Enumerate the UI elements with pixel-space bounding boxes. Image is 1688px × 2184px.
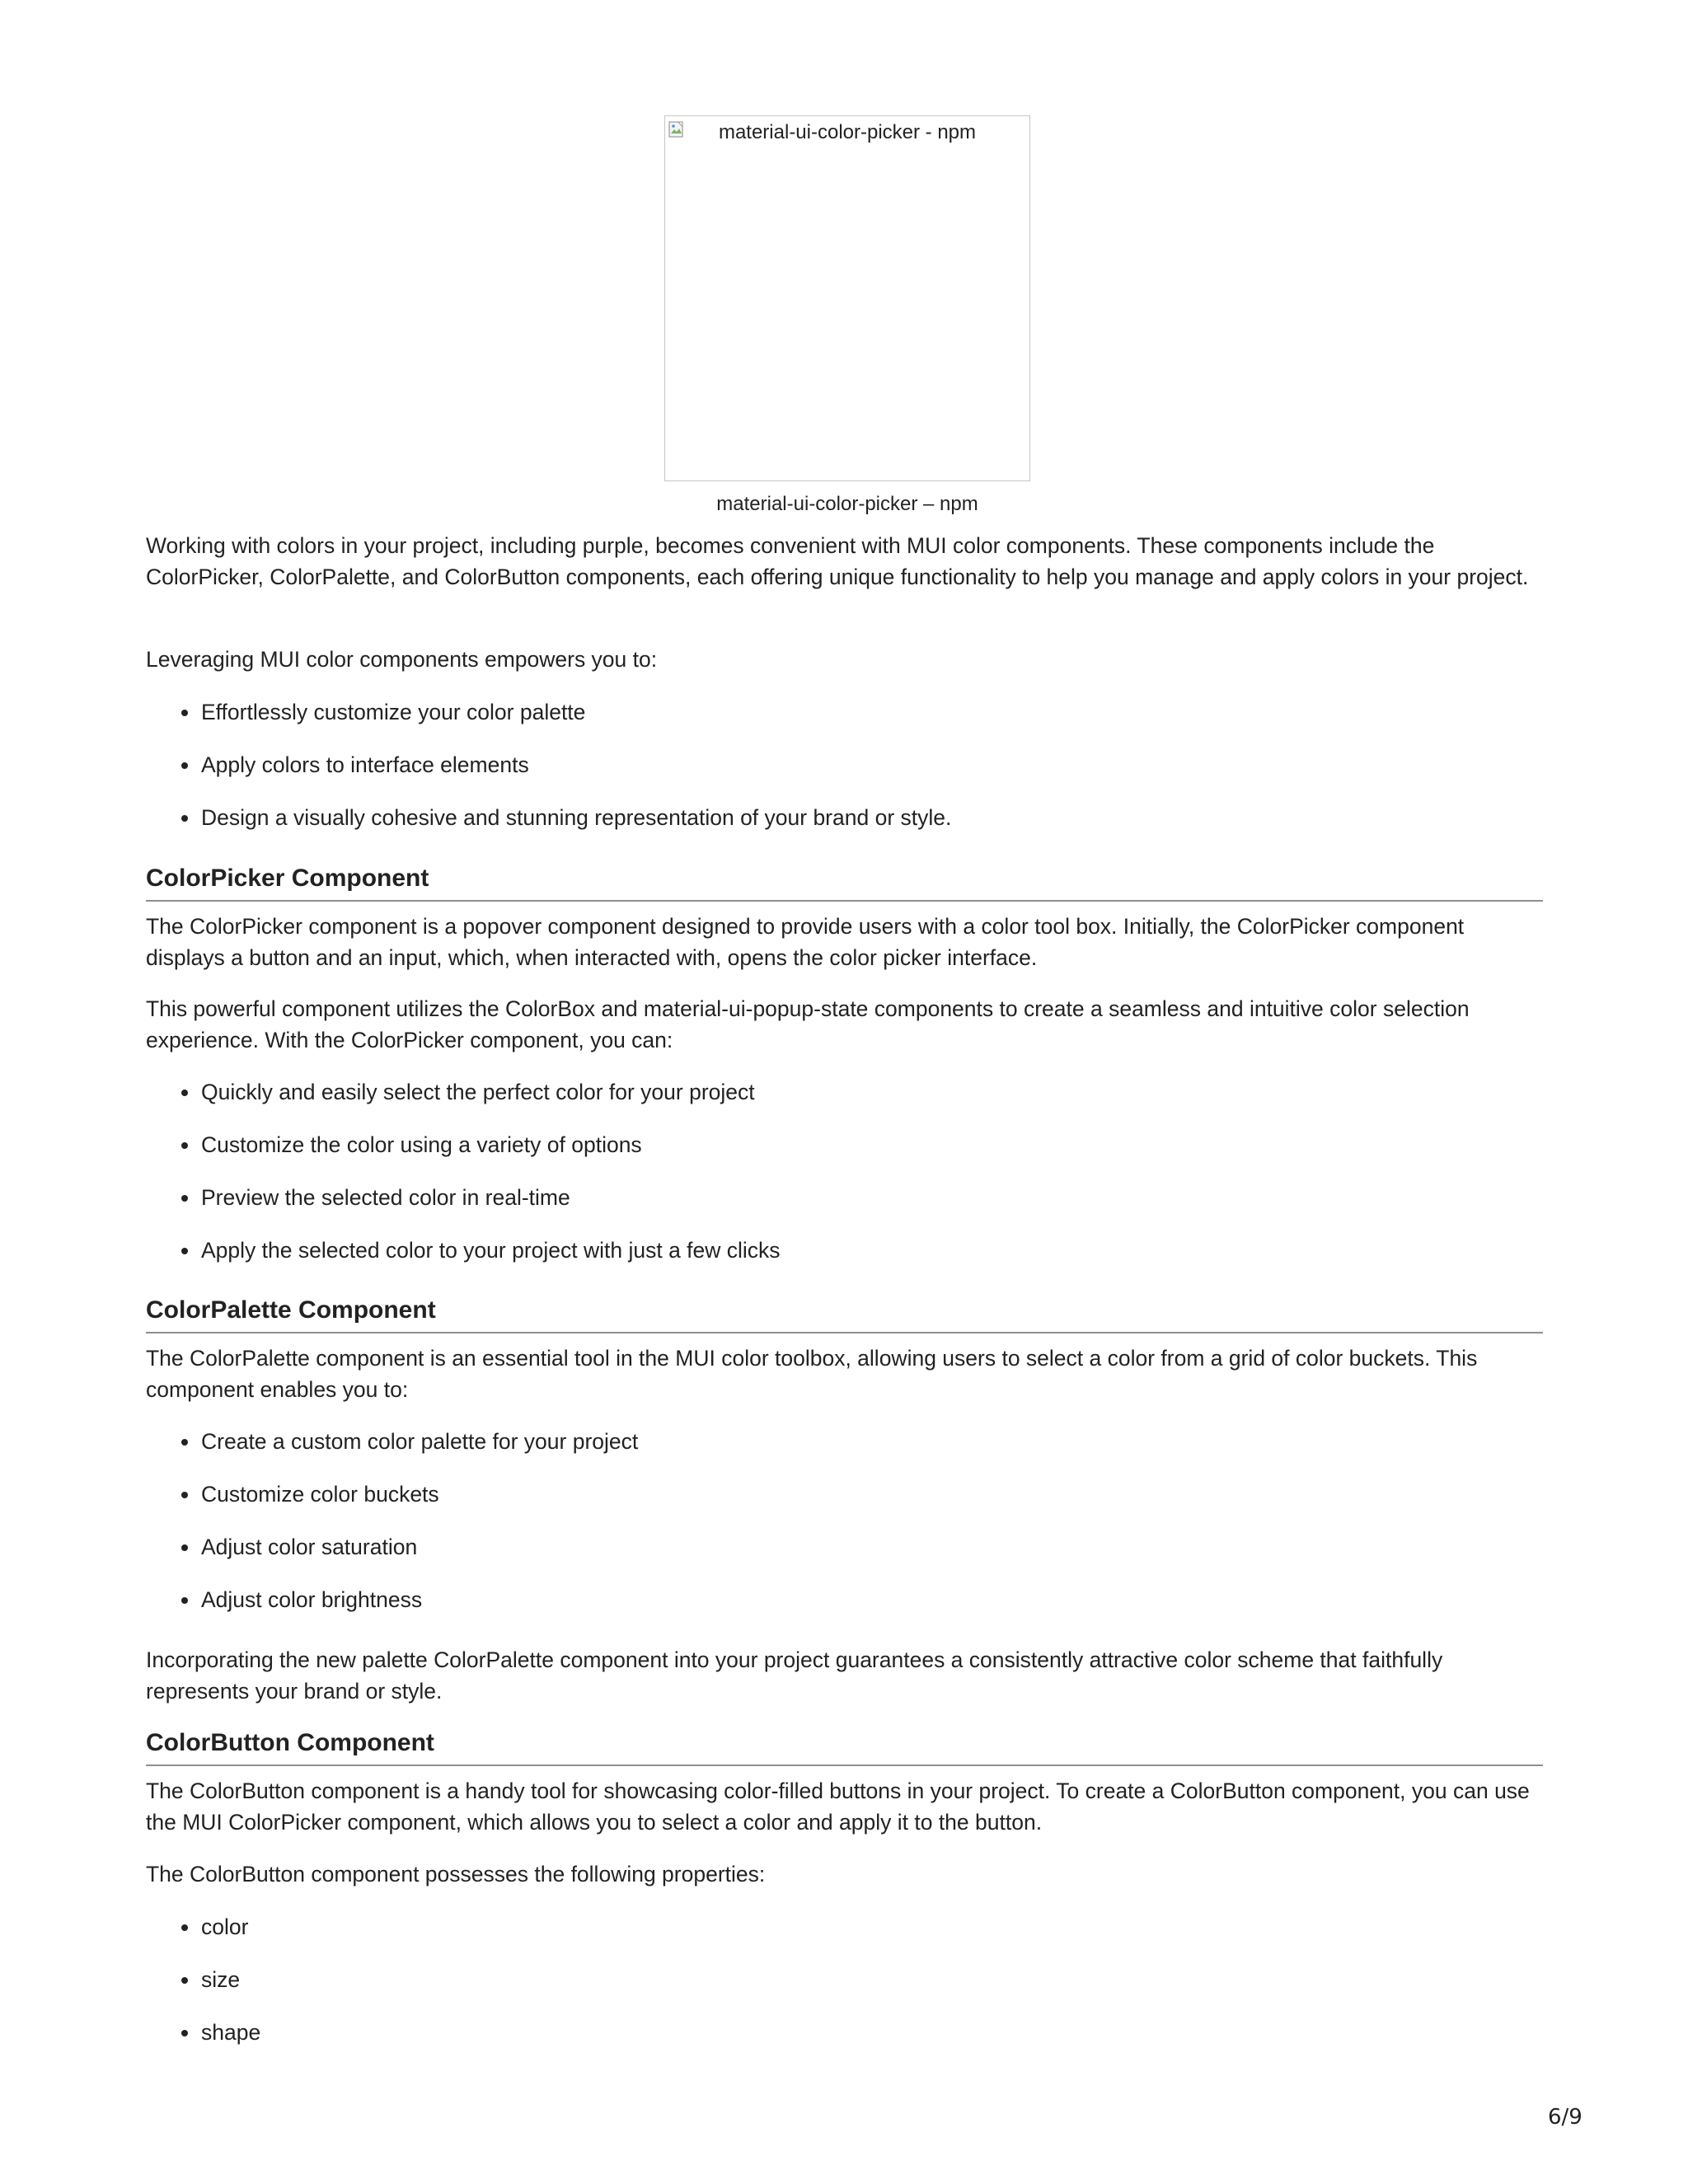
intro-paragraph-1-block	[146, 530, 1543, 593]
list-item: Design a visually cohesive and stunning representation of your brand or style.	[146, 802, 1543, 855]
colorbutton-bullet-list	[146, 1911, 1543, 2069]
bullet-icon	[181, 1195, 188, 1202]
list-item: shape	[146, 2017, 1543, 2069]
colorpalette-paragraph-2-block	[146, 1644, 1543, 1707]
bullet-icon	[181, 1248, 188, 1254]
colorpalette-paragraph-2: Incorporating the new palette ColorPalette component into your project guarantees a consistently attractive color scheme that faithfully represents your brand or style.	[146, 1647, 1443, 1704]
colorpicker-paragraph-1-block	[146, 911, 1543, 973]
list-item: Apply the selected color to your project with just a few clicks	[146, 1235, 1543, 1287]
intro-paragraph-1: Working with colors in your project, including purple, becomes convenient with MUI color components. These components include the ColorPicker, ColorPalette, and ColorButton components, each offering unique functionality to help you manage and apply colors in your project.	[146, 533, 1529, 589]
list-item: Adjust color saturation	[146, 1531, 1543, 1584]
list-item: Create a custom color palette for your project	[146, 1426, 1543, 1479]
bullet-icon	[181, 762, 188, 769]
figure-image-placeholder	[664, 115, 1030, 481]
colorpicker-paragraph-2: This powerful component utilizes the ColorBox and material-ui-popup-state components to create a seamless and intuitive color selection experience. With the ColorPicker component, you can:	[146, 996, 1470, 1052]
bullet-icon	[181, 815, 188, 822]
bullet-icon	[181, 1597, 188, 1604]
colorpalette-paragraph-1-block	[146, 1343, 1543, 1405]
list-item: Apply colors to interface elements	[146, 749, 1543, 802]
colorpalette-heading-block	[146, 1294, 1543, 1333]
intro-paragraph-2-block	[146, 644, 1543, 675]
bullet-icon	[181, 1544, 188, 1551]
list-item: Quickly and easily select the perfect color for your project	[146, 1076, 1543, 1129]
bullet-icon	[181, 1090, 188, 1096]
list-item: Customize the color using a variety of options	[146, 1129, 1543, 1182]
colorpalette-bullet-list	[146, 1426, 1543, 1637]
colorbutton-heading-block	[146, 1727, 1543, 1766]
bullet-icon	[181, 1439, 188, 1446]
colorbutton-paragraph-2: The ColorButton component possesses the following properties:	[146, 1862, 766, 1886]
colorpalette-paragraph-1: The ColorPalette component is an essential tool in the MUI color toolbox, allowing users to select a color from a grid of color buckets. This component enables you to:	[146, 1346, 1478, 1402]
bullet-icon	[181, 1142, 188, 1149]
bullet-icon	[181, 2030, 188, 2036]
colorpicker-paragraph-2-block	[146, 993, 1543, 1056]
colorpicker-paragraph-1: The ColorPicker component is a popover component designed to provide users with a color tool box. Initially, the ColorPicker component displays a button and an input, which, when interacted with, opens the color picker interface.	[146, 914, 1465, 970]
figure-caption: material-ui-color-picker – npm	[716, 493, 978, 515]
colorbutton-paragraph-1-block	[146, 1775, 1543, 1838]
list-item: Effortlessly customize your color palette	[146, 696, 1543, 749]
colorpalette-heading: ColorPalette Component	[146, 1294, 1543, 1333]
colorbutton-heading: ColorButton Component	[146, 1727, 1543, 1766]
intro-paragraph-2: Leveraging MUI color components empowers you to:	[146, 647, 658, 672]
bullet-icon	[181, 1977, 188, 1984]
intro-bullet-list	[146, 696, 1543, 855]
image-alt-text: material-ui-color-picker - npm	[718, 121, 977, 143]
bullet-icon	[181, 1492, 188, 1498]
colorpicker-heading: ColorPicker Component	[146, 862, 1543, 902]
list-item: Preview the selected color in real-time	[146, 1182, 1543, 1235]
bullet-icon	[181, 710, 188, 716]
list-item: Customize color buckets	[146, 1479, 1543, 1531]
bullet-icon	[181, 1924, 188, 1931]
colorpicker-bullet-list	[146, 1076, 1543, 1287]
colorbutton-paragraph-2-block	[146, 1858, 1543, 1890]
colorpicker-heading-block	[146, 862, 1543, 902]
list-item: color	[146, 1911, 1543, 1964]
list-item: Adjust color brightness	[146, 1584, 1543, 1637]
list-item: size	[146, 1964, 1543, 2017]
colorbutton-paragraph-1: The ColorButton component is a handy tool for showcasing color-filled buttons in your project. To create a ColorButton component, you can use the MUI ColorPicker component, which allows you to select a color and apply it to the button.	[146, 1779, 1530, 1835]
page-number: 6/9	[1548, 2105, 1582, 2130]
